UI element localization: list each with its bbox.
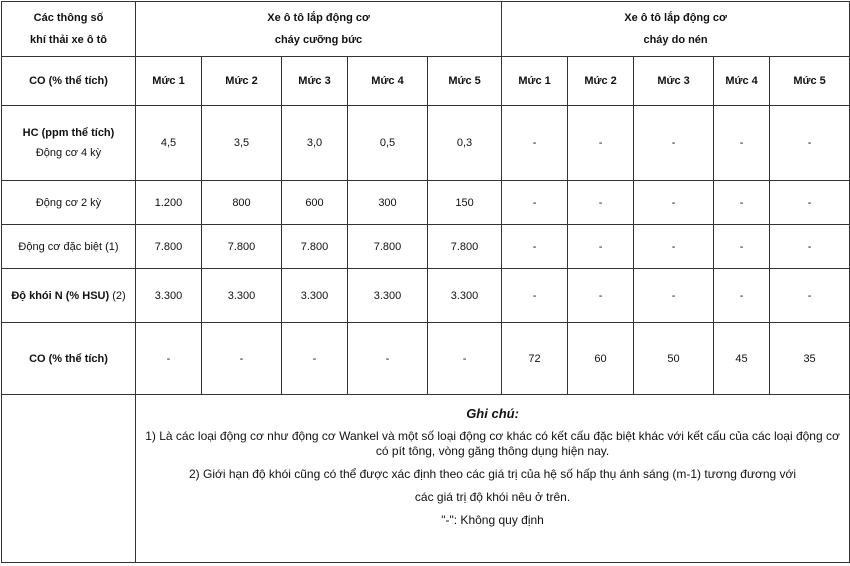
value-cell: - <box>136 323 202 395</box>
level-header: Mức 2 <box>202 57 282 106</box>
value-cell: - <box>634 225 714 269</box>
table-row <box>2 225 850 269</box>
value-cell: 3.300 <box>202 269 282 323</box>
value-cell: 0,5 <box>348 106 428 181</box>
value-cell: - <box>714 181 770 225</box>
value-cell: 3.300 <box>428 269 502 323</box>
value-cell: 4,5 <box>136 106 202 181</box>
group1-line-2: cháy cưỡng bức <box>274 34 363 46</box>
level-header: Mức 4 <box>714 57 770 106</box>
value-cell: - <box>770 225 850 269</box>
note-3: "-": Không quy định <box>441 513 544 527</box>
row-label-hc-4-stroke <box>2 106 136 181</box>
value-cell: 3.300 <box>348 269 428 323</box>
value-cell: - <box>714 269 770 323</box>
value-cell: - <box>568 225 634 269</box>
value-cell: - <box>634 181 714 225</box>
smoke-label: Độ khói N (% HSU) <box>11 289 110 302</box>
table-row <box>2 181 850 225</box>
row-label-co: CO (% thể tích) <box>2 323 136 395</box>
hc-label: HC (ppm thể tích) <box>22 127 115 139</box>
param-header-cell <box>2 2 136 57</box>
levels-row <box>2 57 850 106</box>
value-cell: 7.800 <box>428 225 502 269</box>
value-cell: 800 <box>202 181 282 225</box>
value-cell: - <box>634 106 714 181</box>
value-cell: - <box>568 269 634 323</box>
note-2-line-1: 2) Giới hạn độ khói cũng có thể được xác định theo các giá trị của hệ số hấp thụ ánh sáng (m-1) tương đương với <box>188 467 797 481</box>
value-cell: - <box>770 181 850 225</box>
table-row <box>2 323 850 395</box>
table-row <box>2 269 850 323</box>
value-cell: - <box>770 106 850 181</box>
level-header: Mức 4 <box>348 57 428 106</box>
level-header: Mức 3 <box>282 57 348 106</box>
value-cell: - <box>282 323 348 395</box>
table-row <box>2 106 850 181</box>
note-2-line-2: các giá trị độ khói nêu ở trên. <box>414 490 571 504</box>
value-cell: - <box>714 225 770 269</box>
header-row <box>2 2 850 57</box>
value-cell: 3,5 <box>202 106 282 181</box>
notes-empty-cell <box>2 395 136 563</box>
value-cell: - <box>348 323 428 395</box>
param-title-line-1: Các thông số <box>33 12 104 24</box>
smoke-label-note-ref: (2) <box>109 289 126 302</box>
note-1: 1) Là các loại động cơ như động cơ Wankel và một số loại động cơ khác có kết cấu đặc biệt khác với kết cấu của các loại động cơ có pít tông, vòng găng thông dụng hiện nay. <box>145 429 840 458</box>
value-cell: 600 <box>282 181 348 225</box>
value-cell: 35 <box>770 323 850 395</box>
levels-row-label: CO (% thể tích) <box>2 57 136 106</box>
value-cell: - <box>502 225 568 269</box>
value-cell: - <box>502 181 568 225</box>
value-cell: 7.800 <box>136 225 202 269</box>
value-cell: 300 <box>348 181 428 225</box>
value-cell: 72 <box>502 323 568 395</box>
value-cell: 3.300 <box>136 269 202 323</box>
group2-line-2: cháy do nén <box>643 34 708 46</box>
level-header: Mức 5 <box>770 57 850 106</box>
value-cell: - <box>634 269 714 323</box>
value-cell: 7.800 <box>202 225 282 269</box>
row-label-2-stroke: Động cơ 2 kỳ <box>2 181 136 225</box>
value-cell: 45 <box>714 323 770 395</box>
value-cell: - <box>714 106 770 181</box>
value-cell: 150 <box>428 181 502 225</box>
value-cell: - <box>502 269 568 323</box>
group1-line-1: Xe ô tô lắp động cơ <box>267 12 370 24</box>
notes-row <box>2 395 850 563</box>
value-cell: 3.300 <box>282 269 348 323</box>
value-cell: 3,0 <box>282 106 348 181</box>
param-title-line-2: khí thải xe ô tô <box>29 34 107 46</box>
emission-table <box>1 1 850 563</box>
value-cell: - <box>428 323 502 395</box>
four-stroke-label: Động cơ 4 kỳ <box>35 147 102 159</box>
level-header: Mức 3 <box>634 57 714 106</box>
value-cell: 1.200 <box>136 181 202 225</box>
level-header: Mức 2 <box>568 57 634 106</box>
level-header: Mức 1 <box>136 57 202 106</box>
row-label-special-engine: Động cơ đặc biệt (1) <box>2 225 136 269</box>
group2-line-1: Xe ô tô lắp động cơ <box>624 12 727 24</box>
level-header: Mức 5 <box>428 57 502 106</box>
value-cell: 7.800 <box>348 225 428 269</box>
value-cell: - <box>770 269 850 323</box>
group-spark-ignition-header <box>136 2 502 57</box>
value-cell: 7.800 <box>282 225 348 269</box>
row-label-smoke <box>2 269 136 323</box>
notes-title: Ghi chú: <box>466 406 519 421</box>
value-cell: 50 <box>634 323 714 395</box>
value-cell: 0,3 <box>428 106 502 181</box>
notes-cell <box>136 395 850 563</box>
value-cell: - <box>502 106 568 181</box>
value-cell: - <box>202 323 282 395</box>
value-cell: - <box>568 181 634 225</box>
level-header: Mức 1 <box>502 57 568 106</box>
group-compression-ignition-header <box>502 2 850 57</box>
value-cell: 60 <box>568 323 634 395</box>
value-cell: - <box>568 106 634 181</box>
